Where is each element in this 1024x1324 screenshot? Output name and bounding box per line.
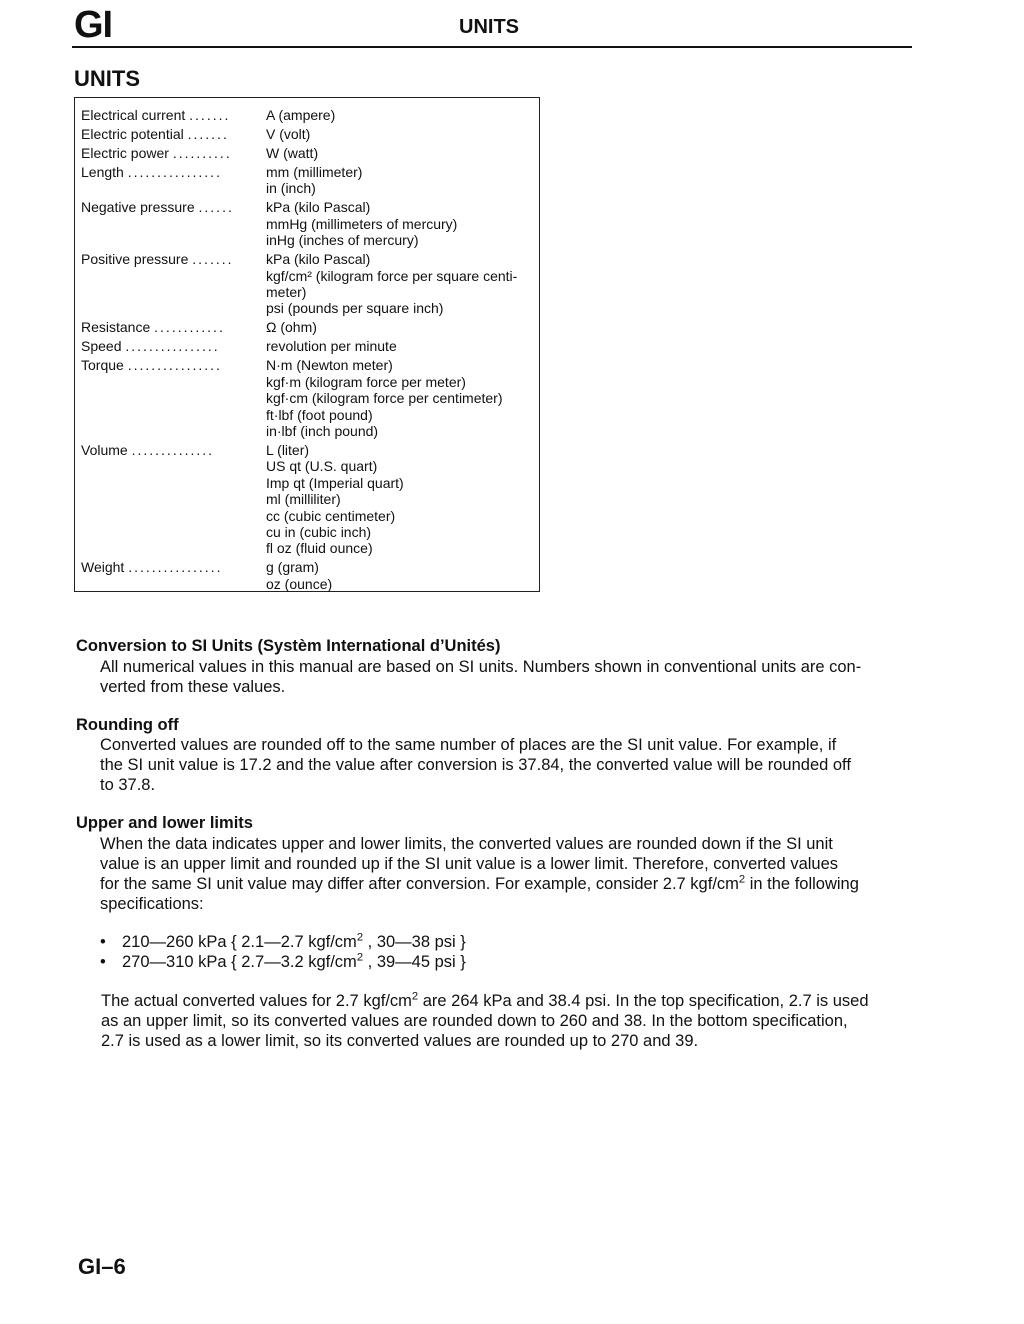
unit-label — [81, 145, 249, 161]
unit-value: inHg (inches of mercury) — [266, 232, 419, 249]
unit-values — [266, 319, 538, 335]
unit-values — [266, 559, 538, 592]
unit-value: N·m (Newton meter) — [266, 357, 393, 374]
unit-value: g (gram) — [266, 559, 319, 576]
unit-value: ft·lbf (foot pound) — [266, 406, 373, 423]
unit-values — [266, 126, 538, 142]
unit-label-text: Negative pressure — [81, 199, 195, 216]
unit-value: mm (millimeter) — [266, 164, 363, 180]
spec-bullet-item — [100, 932, 466, 952]
leader-dots: ....... — [192, 251, 234, 268]
unit-label-text: Weight — [81, 559, 125, 576]
unit-label-text: Length — [81, 164, 124, 180]
spec-text: , 39—45 psi } — [363, 953, 466, 971]
conversion-heading: Conversion to SI Units (Systèm International d’Unités) — [76, 637, 501, 655]
spec-bullet-list — [100, 932, 466, 972]
unit-value: kgf·cm (kilogram force per centimeter) — [266, 390, 503, 407]
unit-value: ml (milliliter) — [266, 491, 341, 508]
leader-dots: ................ — [125, 338, 220, 355]
rounding-text — [100, 735, 851, 795]
unit-values — [266, 338, 538, 354]
leader-dots: ................ — [128, 559, 223, 576]
unit-label — [81, 442, 249, 458]
limits-heading: Upper and lower limits — [76, 814, 253, 832]
limits-line: specifications: — [100, 895, 204, 913]
unit-label-text: Resistance — [81, 319, 151, 336]
unit-value: kgf/cm² (kilogram force per square centi- — [266, 267, 518, 284]
unit-value: kPa (kilo Pascal) — [266, 199, 371, 216]
superscript: 2 — [411, 990, 419, 1003]
header-title: UNITS — [459, 16, 519, 38]
unit-label — [81, 357, 249, 373]
bullet-icon: • — [100, 933, 106, 951]
spec-text: 210—260 kPa { 2.1—2.7 kgf/cm — [122, 933, 357, 951]
unit-label — [81, 107, 249, 123]
units-table — [74, 97, 540, 592]
unit-value: mmHg (millimeters of mercury) — [266, 215, 458, 232]
unit-values — [266, 164, 538, 197]
leader-dots: .......... — [172, 145, 232, 161]
header-code: GI — [74, 4, 113, 46]
unit-value: kgf·m (kilogram force per meter) — [266, 373, 466, 390]
unit-value: fl oz (fluid ounce) — [266, 540, 373, 557]
bullet-icon: • — [100, 953, 106, 971]
closing-line-text: The actual converted values for 2.7 kgf/cm — [101, 992, 412, 1010]
unit-value: cc (cubic centimeter) — [266, 507, 396, 524]
unit-label — [81, 199, 249, 215]
unit-value: US qt (U.S. quart) — [266, 458, 378, 475]
leader-dots: ................ — [127, 164, 222, 180]
unit-value: kPa (kilo Pascal) — [266, 251, 371, 268]
unit-value: L (liter) — [266, 442, 310, 458]
unit-label-text: Electric power — [81, 145, 169, 161]
closing-line — [101, 991, 869, 1011]
unit-value: oz (ounce) — [266, 575, 333, 592]
unit-label-text: Torque — [81, 357, 124, 374]
unit-label — [81, 126, 249, 142]
spec-bullet-item — [100, 952, 466, 972]
rounding-heading: Rounding off — [76, 716, 179, 734]
unit-values — [266, 145, 538, 161]
unit-label-text: Positive pressure — [81, 251, 189, 268]
page-number: GI–6 — [78, 1254, 126, 1279]
superscript: 2 — [356, 951, 364, 964]
unit-value: meter) — [266, 284, 307, 300]
limits-line — [100, 874, 859, 894]
unit-values — [266, 251, 538, 317]
leader-dots: ...... — [198, 199, 234, 216]
unit-value: cu in (cubic inch) — [266, 524, 372, 541]
unit-label-text: Electrical current — [81, 107, 186, 123]
unit-value: Ω (ohm) — [266, 319, 317, 336]
leader-dots: ....... — [187, 126, 229, 142]
unit-label-text: Electric potential — [81, 126, 184, 142]
rounding-line: Converted values are rounded off to the same number of places are the SI unit value. For example, if — [100, 736, 837, 754]
unit-label — [81, 164, 249, 180]
superscript: 2 — [738, 873, 746, 886]
unit-label — [81, 559, 249, 575]
unit-value: V (volt) — [266, 126, 311, 142]
unit-value: psi (pounds per square inch) — [266, 300, 444, 317]
rounding-line: to 37.8. — [100, 776, 156, 794]
unit-value: in·lbf (inch pound) — [266, 423, 379, 440]
limits-line-text: in the following — [745, 875, 859, 893]
unit-values — [266, 199, 538, 248]
superscript: 2 — [356, 931, 364, 944]
leader-dots: ............ — [154, 319, 225, 336]
spec-text: , 30—38 psi } — [363, 933, 466, 951]
header-rule — [72, 46, 912, 48]
limits-line-text: for the same SI unit value may differ after conversion. For example, consider 2.7 kgf/cm — [100, 875, 739, 893]
unit-value: A (ampere) — [266, 107, 336, 123]
leader-dots: .............. — [131, 442, 215, 458]
conversion-text — [100, 657, 861, 697]
conversion-line: verted from these values. — [100, 678, 286, 696]
limits-line: When the data indicates upper and lower limits, the converted values are rounded down if the SI unit — [100, 835, 833, 853]
unit-values — [266, 442, 538, 557]
unit-value: W (watt) — [266, 145, 319, 161]
unit-value: revolution per minute — [266, 338, 397, 355]
rounding-line: the SI unit value is 17.2 and the value after conversion is 37.84, the converted value will be rounded off — [100, 756, 851, 774]
unit-label-text: Speed — [81, 338, 122, 355]
unit-value: Imp qt (Imperial quart) — [266, 474, 404, 491]
closing-line: as an upper limit, so its converted values are rounded down to 260 and 38. In the bottom specification, — [101, 1012, 848, 1030]
closing-text — [101, 991, 869, 1051]
leader-dots: ....... — [189, 107, 231, 123]
closing-line: 2.7 is used as a lower limit, so its converted values are rounded up to 270 and 39. — [101, 1032, 699, 1050]
unit-label-text: Volume — [81, 442, 128, 458]
unit-value: in (inch) — [266, 180, 316, 197]
section-title: UNITS — [74, 66, 140, 91]
unit-label — [81, 251, 249, 267]
spec-text: 270—310 kPa { 2.7—3.2 kgf/cm — [122, 953, 357, 971]
unit-label — [81, 319, 249, 335]
unit-values — [266, 107, 538, 123]
leader-dots: ................ — [127, 357, 222, 374]
unit-values — [266, 357, 538, 439]
unit-label — [81, 338, 249, 354]
limits-line: value is an upper limit and rounded up if the SI unit value is a lower limit. Therefore, converted values — [100, 855, 839, 873]
closing-line-text: are 264 kPa and 38.4 psi. In the top specification, 2.7 is used — [418, 992, 869, 1010]
limits-text — [100, 834, 859, 914]
conversion-line: All numerical values in this manual are based on SI units. Numbers shown in conventional units are con- — [100, 658, 862, 676]
